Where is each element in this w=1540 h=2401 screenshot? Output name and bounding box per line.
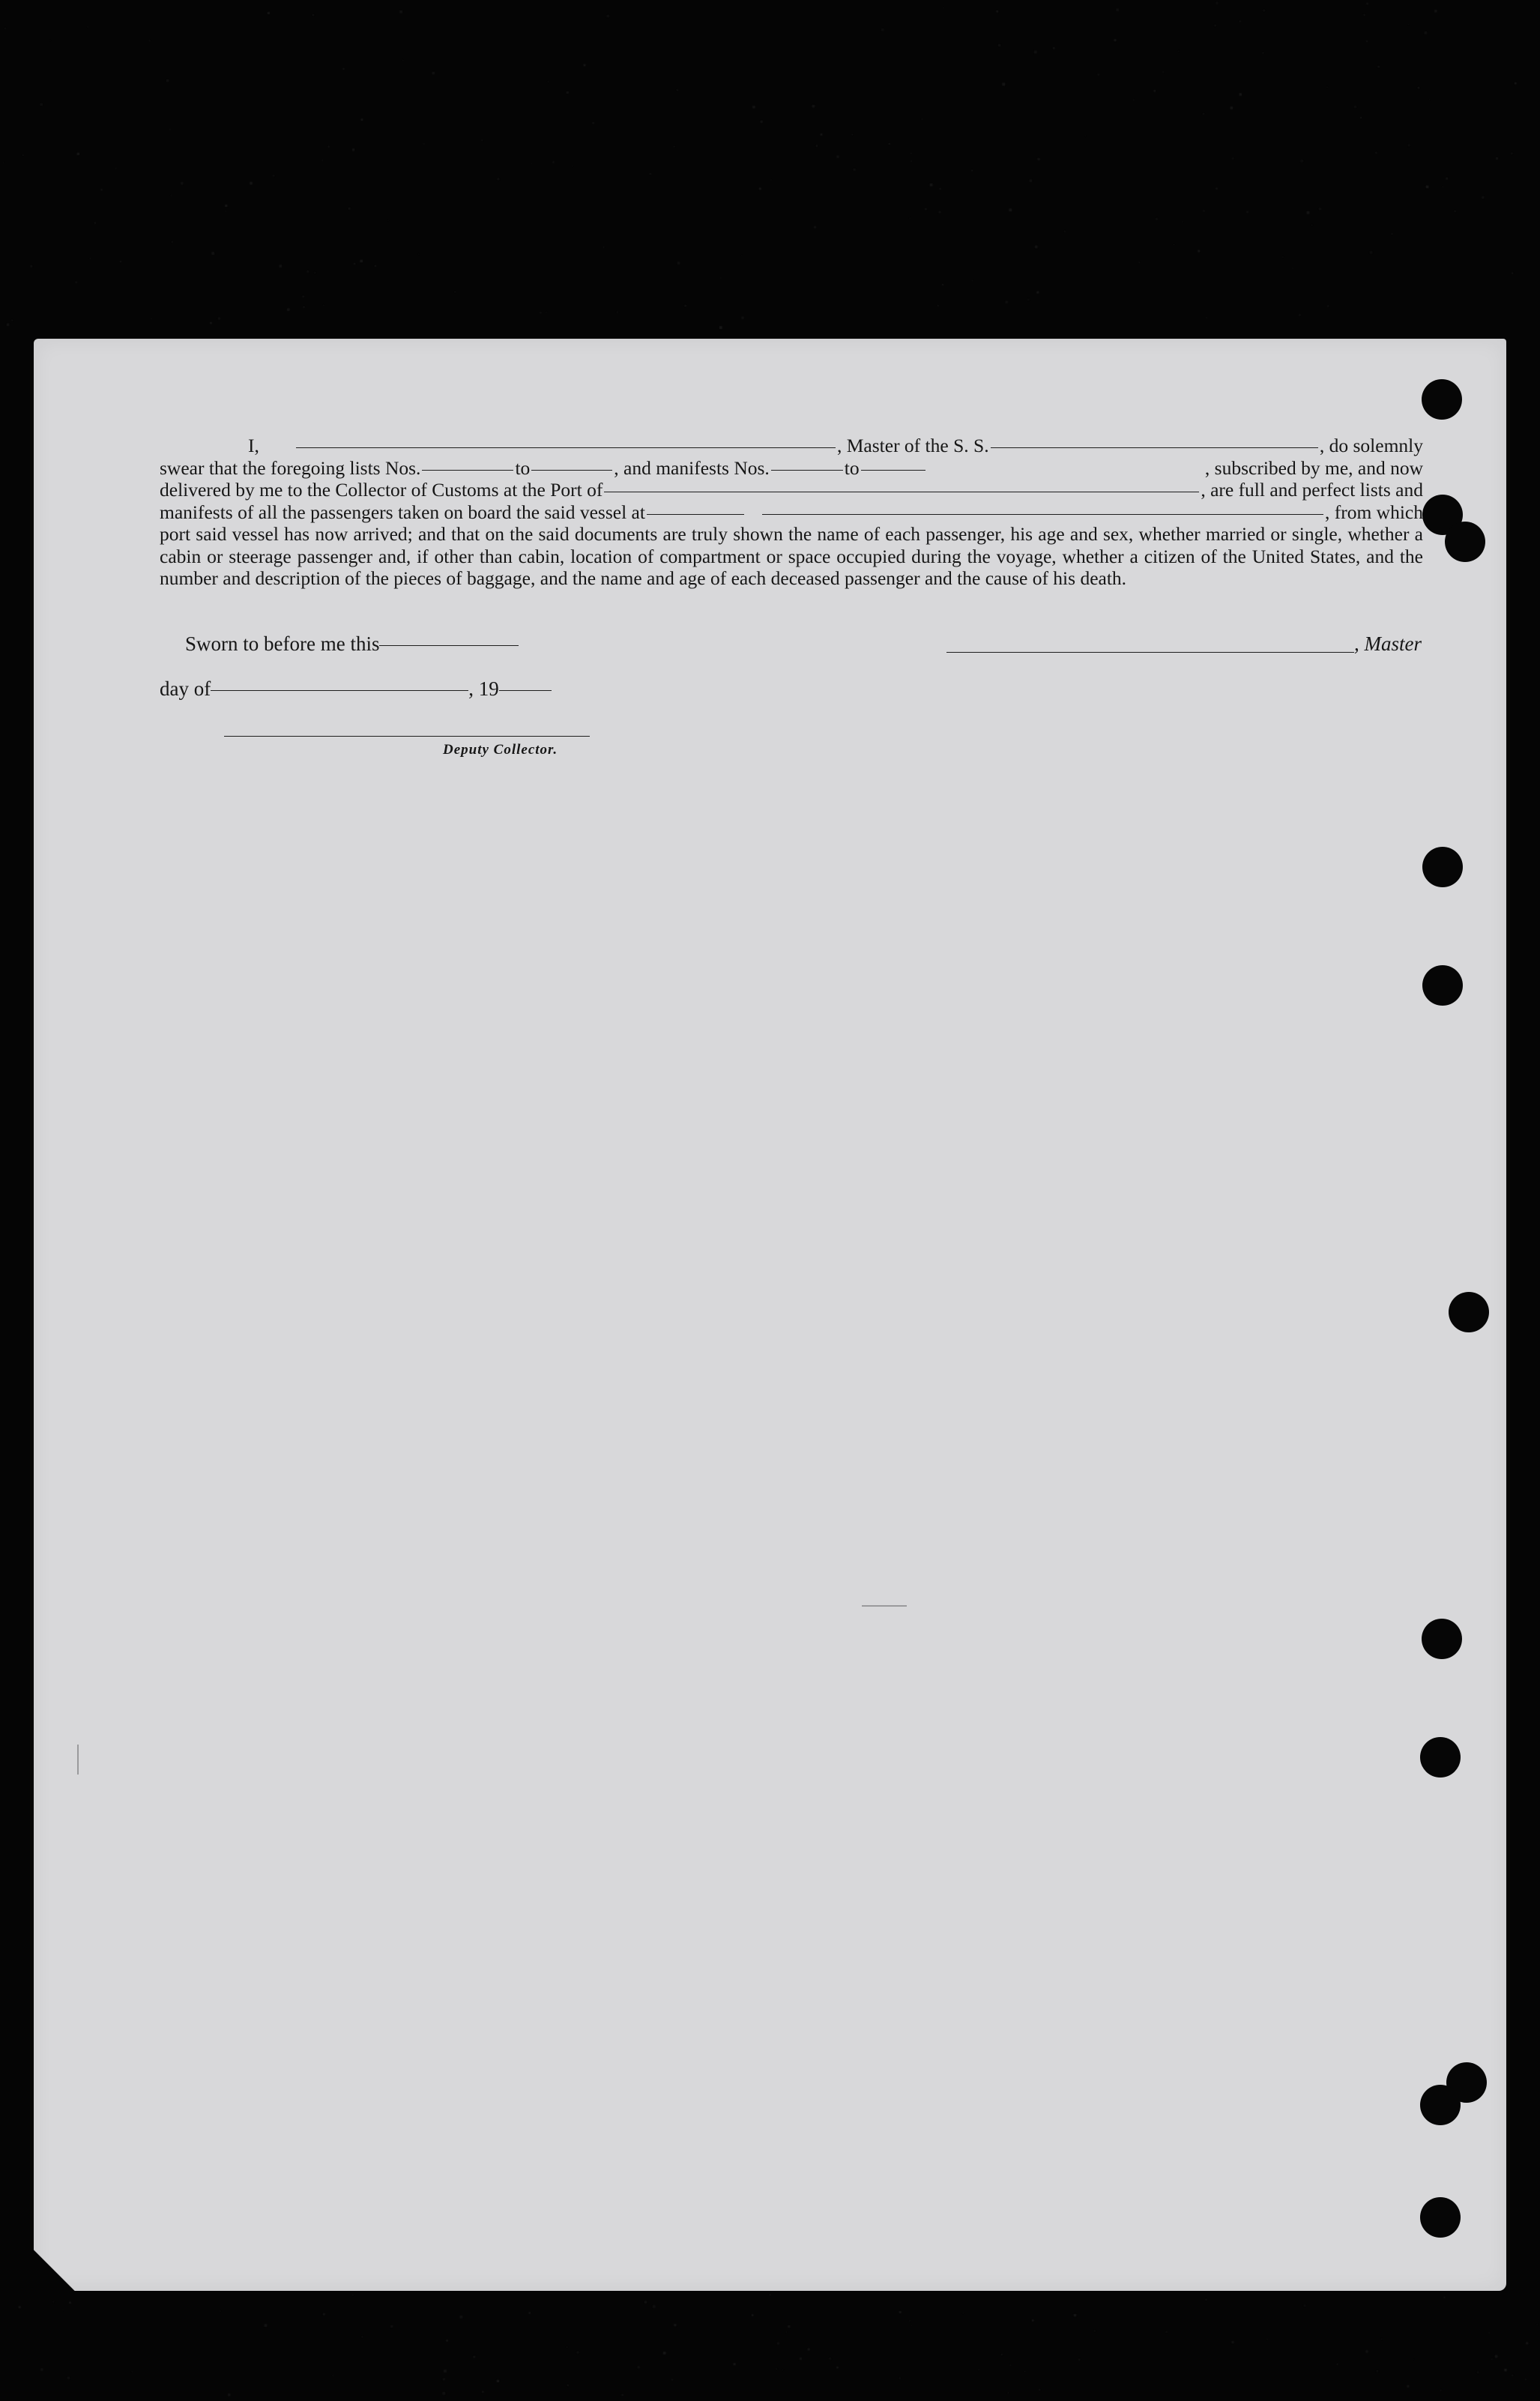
day-of-row: [160, 677, 1423, 701]
and-manifests-text: , and manifests Nos.: [614, 456, 770, 479]
master-oath-paragraph: [160, 435, 1423, 590]
day-of-text: day of: [160, 677, 211, 700]
master-name-blank: [296, 447, 836, 448]
oath-line-4: [160, 501, 1423, 524]
manifests-from-blank: [771, 470, 843, 471]
faint-mark-1: [862, 1605, 907, 1607]
binder-hole-6: [1449, 1292, 1489, 1332]
lists-from-blank: [422, 470, 513, 471]
swear-text: swear that the foregoing lists Nos.: [160, 456, 421, 479]
year-blank: [499, 690, 552, 691]
binder-hole-3: [1445, 522, 1485, 562]
delivered-text: delivered by me to the Collector of Customs at the Port of: [160, 479, 603, 501]
form-sheet: [34, 339, 1506, 2291]
master-of-ss-text: , Master of the S. S.: [837, 435, 989, 456]
subscribed-text: , subscribed by me, and now: [1204, 456, 1423, 479]
sworn-row: [160, 632, 1423, 656]
sworn-text: Sworn to before me this: [185, 632, 380, 655]
are-full-text: , are full and perfect lists and: [1201, 479, 1423, 501]
oath-body-text: port said vessel has now arrived; and that on the said documents are truly shown the name of each passenger, his age and sex, whether married or single, whether a cabin or steerage passenger and, if other than cabin, location of compartment or space occupied during the voyage, whether a citizen of the United States, and the number and description of the pieces of baggage, and the name and age of each deceased passenger and the cause of his death.: [160, 523, 1423, 589]
to-text-1: to: [515, 456, 531, 479]
from-which-text: , from which: [1324, 501, 1423, 523]
lists-to-blank: [531, 470, 612, 471]
master-signature-blank: [946, 652, 1354, 653]
deputy-collector-signature-line: [224, 736, 590, 737]
binder-hole-5: [1422, 965, 1463, 1006]
embarkation-port-blank: [647, 514, 744, 515]
manifests-all-text: manifests of all the passengers taken on board the said vessel at: [160, 501, 645, 523]
manifests-to-blank: [861, 470, 925, 471]
embarkation-date-blank: [762, 514, 1323, 515]
vessel-name-blank: [991, 447, 1318, 448]
faint-mark-2: [77, 1745, 79, 1775]
master-signature-label: , Master: [1354, 632, 1422, 655]
binder-hole-4: [1422, 847, 1463, 887]
binder-hole-10: [1420, 2085, 1461, 2125]
binder-hole-7: [1422, 1619, 1462, 1659]
oath-line-2: [160, 457, 1423, 480]
to-text-2: to: [844, 456, 860, 479]
oath-line-3: [160, 479, 1423, 501]
deputy-collector-label: Deputy Collector.: [443, 742, 558, 758]
binder-hole-1: [1422, 379, 1462, 420]
year-prefix-text: , 19: [468, 677, 499, 700]
day-of-blank: [211, 690, 468, 691]
do-solemnly-text: , do solemnly: [1319, 435, 1423, 456]
oath-i: I,: [248, 435, 259, 456]
binder-hole-11: [1420, 2197, 1461, 2238]
sworn-date-blank: [379, 645, 519, 646]
oath-line-1: [160, 435, 1423, 457]
binder-hole-8: [1420, 1737, 1461, 1778]
